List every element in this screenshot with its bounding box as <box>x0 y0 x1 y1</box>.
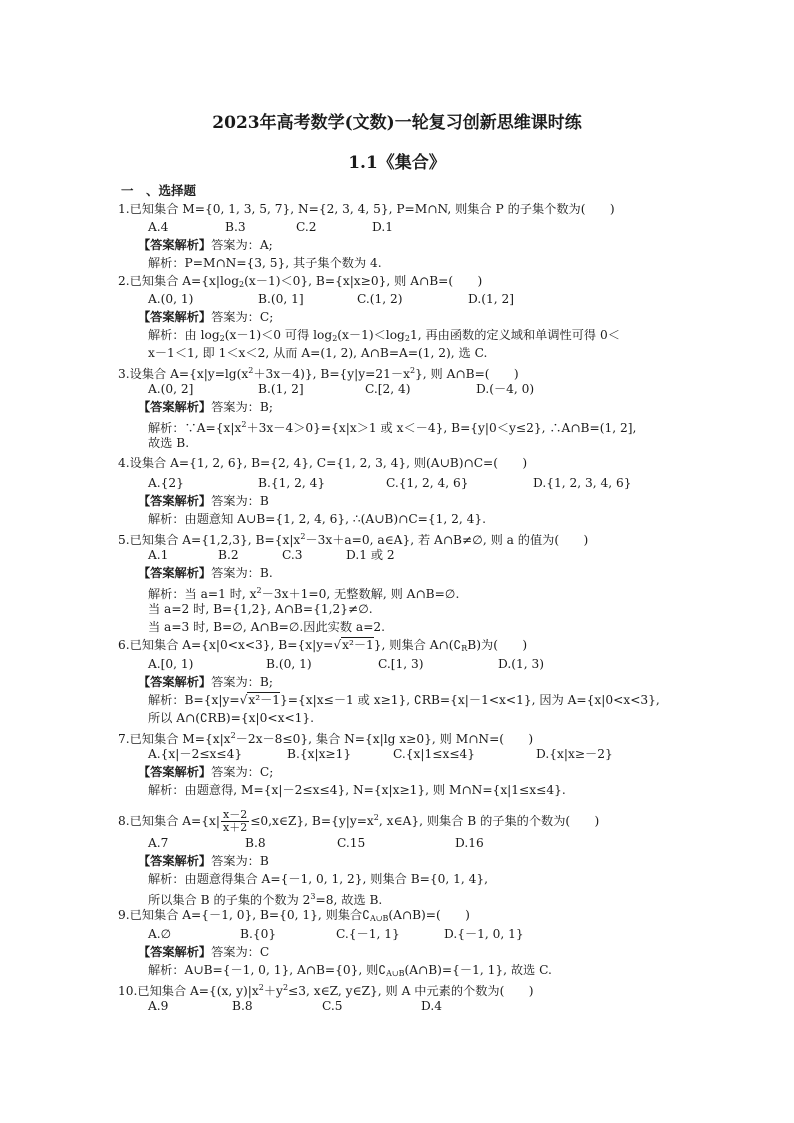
question-1-stem: 1.已知集合 M={0, 1, 3, 5, 7}, N={2, 3, 4, 5}, P=M∩N, 则集合 P 的子集个数为( ) <box>118 202 615 216</box>
answer-tag: 【答案解析】 <box>138 494 212 508</box>
q5-superscript: 2 <box>300 532 306 541</box>
q6-stem-part: 6.已知集合 A={x|0<x<3}, B={x|y= <box>118 638 334 652</box>
q10-stem-part: ＋y <box>263 984 283 998</box>
q8-stem-part: , x∈A}, 则集合 B 的子集的个数为( ) <box>378 814 600 828</box>
q6-stem-part: }, 则集合 A∩(∁ <box>373 638 462 652</box>
q5-analysis-part: 解析：当 a=1 时, x <box>148 587 257 601</box>
q9-subscript: A∪B <box>386 969 405 978</box>
question-8-stem <box>118 806 599 834</box>
answer-tag: 【答案解析】 <box>138 675 212 689</box>
question-4-stem: 4.设集合 A={1, 2, 6}, B={2, 4}, C={1, 2, 3, 4}, 则(A∪B)∩C=( ) <box>118 456 528 470</box>
q1-analysis: 解析：P=M∩N={3, 5}, 其子集个数为 4. <box>148 256 382 270</box>
q9-option-d: D.{－1, 0, 1} <box>444 927 524 941</box>
q10-option-b: B.8 <box>232 999 253 1013</box>
q7-answer-text: 答案为：C; <box>211 765 274 779</box>
q1-option-d: D.1 <box>372 220 393 234</box>
q7-option-c: C.{x|1≤x≤4} <box>393 747 476 761</box>
q10-option-d: D.4 <box>421 999 442 1013</box>
q8-superscript: 2 <box>373 813 379 822</box>
q3-option-c: C.[2, 4) <box>365 382 411 396</box>
q5-option-c: C.3 <box>282 548 303 562</box>
q9-stem-part: 9.已知集合 A={－1, 0}, B={0, 1}, 则集合∁ <box>118 908 370 922</box>
section-heading: 一 、选择题 <box>121 183 197 198</box>
q6-sqrt-expression: x²－1 <box>248 693 281 707</box>
q4-answer <box>138 492 269 510</box>
q6-option-b: B.(0, 1) <box>266 657 312 671</box>
q3-analysis-part: ＋3x－4＞0}={x|x＞1 或 x＜－4}, B={y|0＜y≤2}, ∴A∩B=(1, 2], <box>246 421 637 435</box>
q8-fraction-numerator: x－2 <box>223 808 248 821</box>
q7-option-d: D.{x|x≥－2} <box>536 747 613 761</box>
answer-tag: 【答案解析】 <box>138 238 212 252</box>
q8-stem-part: 8.已知集合 A={x| <box>118 814 220 828</box>
q6-analysis-part: 解析：B={x|y= <box>148 693 240 707</box>
q2-answer-text: 答案为：C; <box>211 310 274 324</box>
q1-answer-text: 答案为：A; <box>211 238 273 252</box>
q5-analysis-line3: 当 a=3 时, B=∅, A∩B=∅.因此实数 a=2. <box>148 620 386 634</box>
q8-answer-text: 答案为：B <box>211 854 269 868</box>
q9-answer <box>138 943 269 961</box>
q7-option-b: B.{x|x≥1} <box>287 747 352 761</box>
q4-option-d: D.{1, 2, 3, 4, 6} <box>533 476 632 490</box>
q9-option-c: C.{－1, 1} <box>336 927 400 941</box>
q2-subscript: 2 <box>239 280 245 289</box>
q4-analysis: 解析：由题意知 A∪B={1, 2, 4, 6}, ∴(A∪B)∩C={1, 2, 4}. <box>148 512 487 526</box>
q4-option-c: C.{1, 2, 4, 6} <box>386 476 469 490</box>
q3-superscript: 2 <box>248 366 254 375</box>
q8-fraction <box>221 809 249 834</box>
q7-analysis: 解析：由题意得, M={x|－2≤x≤4}, N={x|x≥1}, 则 M∩N={x|1≤x≤4}. <box>148 783 566 797</box>
q6-subscript: R <box>461 644 468 653</box>
q7-option-a: A.{x|－2≤x≤4} <box>148 747 243 761</box>
q3-option-a: A.(0, 2] <box>148 382 194 396</box>
q6-option-c: C.[1, 3) <box>378 657 424 671</box>
q4-option-b: B.{1, 2, 4} <box>258 476 326 490</box>
q8-option-a: A.7 <box>148 836 169 850</box>
q9-stem-part: (A∩B)=( ) <box>388 908 470 922</box>
q1-option-c: C.2 <box>296 220 317 234</box>
q2-option-c: C.(1, 2) <box>357 292 403 306</box>
q10-stem-part: 10.已知集合 A={(x, y)|x <box>118 984 259 998</box>
q6-answer-text: 答案为：B; <box>211 675 273 689</box>
q8-analysis-part: =8, 故选 B. <box>315 893 383 907</box>
q5-option-b: B.2 <box>218 548 239 562</box>
q3-stem-part: 3.设集合 A={x|y=lg(x <box>118 367 249 381</box>
q5-option-d: D.1 或 2 <box>346 548 395 562</box>
q5-superscript: 2 <box>256 586 262 595</box>
q8-analysis-part: 所以集合 B 的子集的个数为 2 <box>148 893 311 907</box>
q8-option-c: C.15 <box>337 836 366 850</box>
q2-analysis-part: 1, 再由函数的定义域和单调性可得 0＜ <box>409 328 620 342</box>
q4-answer-text: 答案为：B <box>211 494 269 508</box>
q9-answer-text: 答案为：C <box>211 945 270 959</box>
answer-tag: 【答案解析】 <box>138 566 212 580</box>
q2-option-b: B.(0, 1] <box>258 292 304 306</box>
q5-answer <box>138 564 273 582</box>
answer-tag: 【答案解析】 <box>138 945 212 959</box>
q8-option-d: D.16 <box>455 836 484 850</box>
q3-stem-part: ＋3x－4)}, B={y|y=21－x <box>253 367 410 381</box>
q10-option-c: C.5 <box>322 999 343 1013</box>
q6-analysis-part: }={x|x≤－1 或 x≥1}, ∁RB={x|－1<x<1}, 因为 A={x|0<x<3}, <box>280 693 660 707</box>
q3-analysis-line1 <box>148 416 636 437</box>
document-title: 2023年高考数学(文数)一轮复习创新思维课时练 <box>212 113 582 133</box>
q3-superscript: 2 <box>409 366 416 375</box>
q3-superscript: 2 <box>241 420 247 429</box>
sqrt-symbol: √ <box>239 693 248 707</box>
q2-subscript: 2 <box>404 334 410 343</box>
q8-fraction-denominator: x＋2 <box>223 821 248 834</box>
q2-stem-part: (x－1)＜0}, B={x|x≥0}, 则 A∩B=( ) <box>244 274 483 288</box>
q3-answer-text: 答案为：B; <box>211 400 273 414</box>
q7-stem-part: 7.已知集合 M={x|x <box>118 732 231 746</box>
q3-analysis-line2: 故选 B. <box>148 436 190 450</box>
q8-superscript: 3 <box>310 892 316 901</box>
q1-option-b: B.3 <box>225 220 246 234</box>
q2-answer <box>138 308 273 326</box>
sqrt-symbol: √ <box>333 638 342 652</box>
q6-sqrt-expression: x²－1 <box>342 638 374 652</box>
q7-superscript: 2 <box>230 731 236 740</box>
q8-stem-part: ≤0,x∈Z}, B={y|y=x <box>250 814 374 828</box>
q5-option-a: A.1 <box>148 548 169 562</box>
q9-analysis-part: (A∩B)={－1, 1}, 故选 C. <box>404 963 552 977</box>
q2-analysis-line2: x－1＜1, 即 1＜x＜2, 从而 A=(1, 2), A∩B=A=(1, 2), 选 C. <box>148 346 488 360</box>
q10-superscript: 2 <box>282 983 289 992</box>
q8-analysis-line1: 解析：由题意得集合 A={－1, 0, 1, 2}, 则集合 B={0, 1, 4}, <box>148 872 489 886</box>
q1-answer <box>138 236 273 254</box>
q8-option-b: B.8 <box>245 836 266 850</box>
q5-answer-text: 答案为：B. <box>211 566 273 580</box>
q4-option-a: A.{2} <box>148 476 184 490</box>
q6-answer <box>138 673 273 691</box>
answer-tag: 【答案解析】 <box>138 854 212 868</box>
q10-superscript: 2 <box>258 983 264 992</box>
q6-option-d: D.(1, 3) <box>498 657 544 671</box>
q8-answer <box>138 852 269 870</box>
document-subtitle: 1.1《集合》 <box>348 153 446 173</box>
q3-stem-part: }, 则 A∩B=( ) <box>415 367 519 381</box>
q9-option-a: A.∅ <box>148 927 172 941</box>
q3-answer <box>138 398 273 416</box>
q10-stem-part: ≤3, x∈Z, y∈Z}, 则 A 中元素的个数为( ) <box>288 984 534 998</box>
answer-tag: 【答案解析】 <box>138 310 212 324</box>
q3-option-b: B.(1, 2] <box>258 382 304 396</box>
q6-analysis-line2: 所以 A∩(∁RB)={x|0<x<1}. <box>148 711 315 725</box>
q7-answer <box>138 763 273 781</box>
q7-stem-part: －2x－8≤0}, 集合 N={x|lg x≥0}, 则 M∩N=( ) <box>235 732 534 746</box>
q6-option-a: A.[0, 1) <box>148 657 194 671</box>
q5-analysis-line2: 当 a=2 时, B={1,2}, A∩B={1,2}≠∅. <box>148 602 373 616</box>
q3-analysis-part: 解析：∵A={x|x <box>148 421 242 435</box>
q2-option-d: D.(1, 2] <box>468 292 514 306</box>
q9-option-b: B.{0} <box>240 927 277 941</box>
q9-subscript: A∪B <box>369 914 389 923</box>
q2-option-a: A.(0, 1) <box>148 292 194 306</box>
q9-analysis-part: 解析：A∪B={－1, 0, 1}, A∩B={0}, 则∁ <box>148 963 387 977</box>
q5-analysis-part: －3x＋1=0, 无整数解, 则 A∩B=∅. <box>261 587 460 601</box>
q2-analysis-part: (x－1)＜0 可得 log <box>224 328 333 342</box>
answer-tag: 【答案解析】 <box>138 400 212 414</box>
q1-option-a: A.4 <box>148 220 169 234</box>
q6-stem-part: B)为( ) <box>467 638 528 652</box>
q2-analysis-part: (x－1)＜log <box>337 328 405 342</box>
q5-stem-part: 5.已知集合 A={1,2,3}, B={x|x <box>118 533 301 547</box>
answer-tag: 【答案解析】 <box>138 765 212 779</box>
q6-analysis-line1 <box>148 691 660 709</box>
q2-analysis-part: 解析：由 log <box>148 328 220 342</box>
q5-stem-part: －3x＋a=0, a∈A}, 若 A∩B≠∅, 则 a 的值为( ) <box>305 533 589 547</box>
q10-option-a: A.9 <box>148 999 169 1013</box>
q2-stem-part: 2.已知集合 A={x|log <box>118 274 240 288</box>
q2-subscript: 2 <box>332 334 338 343</box>
q2-subscript: 2 <box>219 334 225 343</box>
q3-option-d: D.(－4, 0) <box>476 382 535 396</box>
